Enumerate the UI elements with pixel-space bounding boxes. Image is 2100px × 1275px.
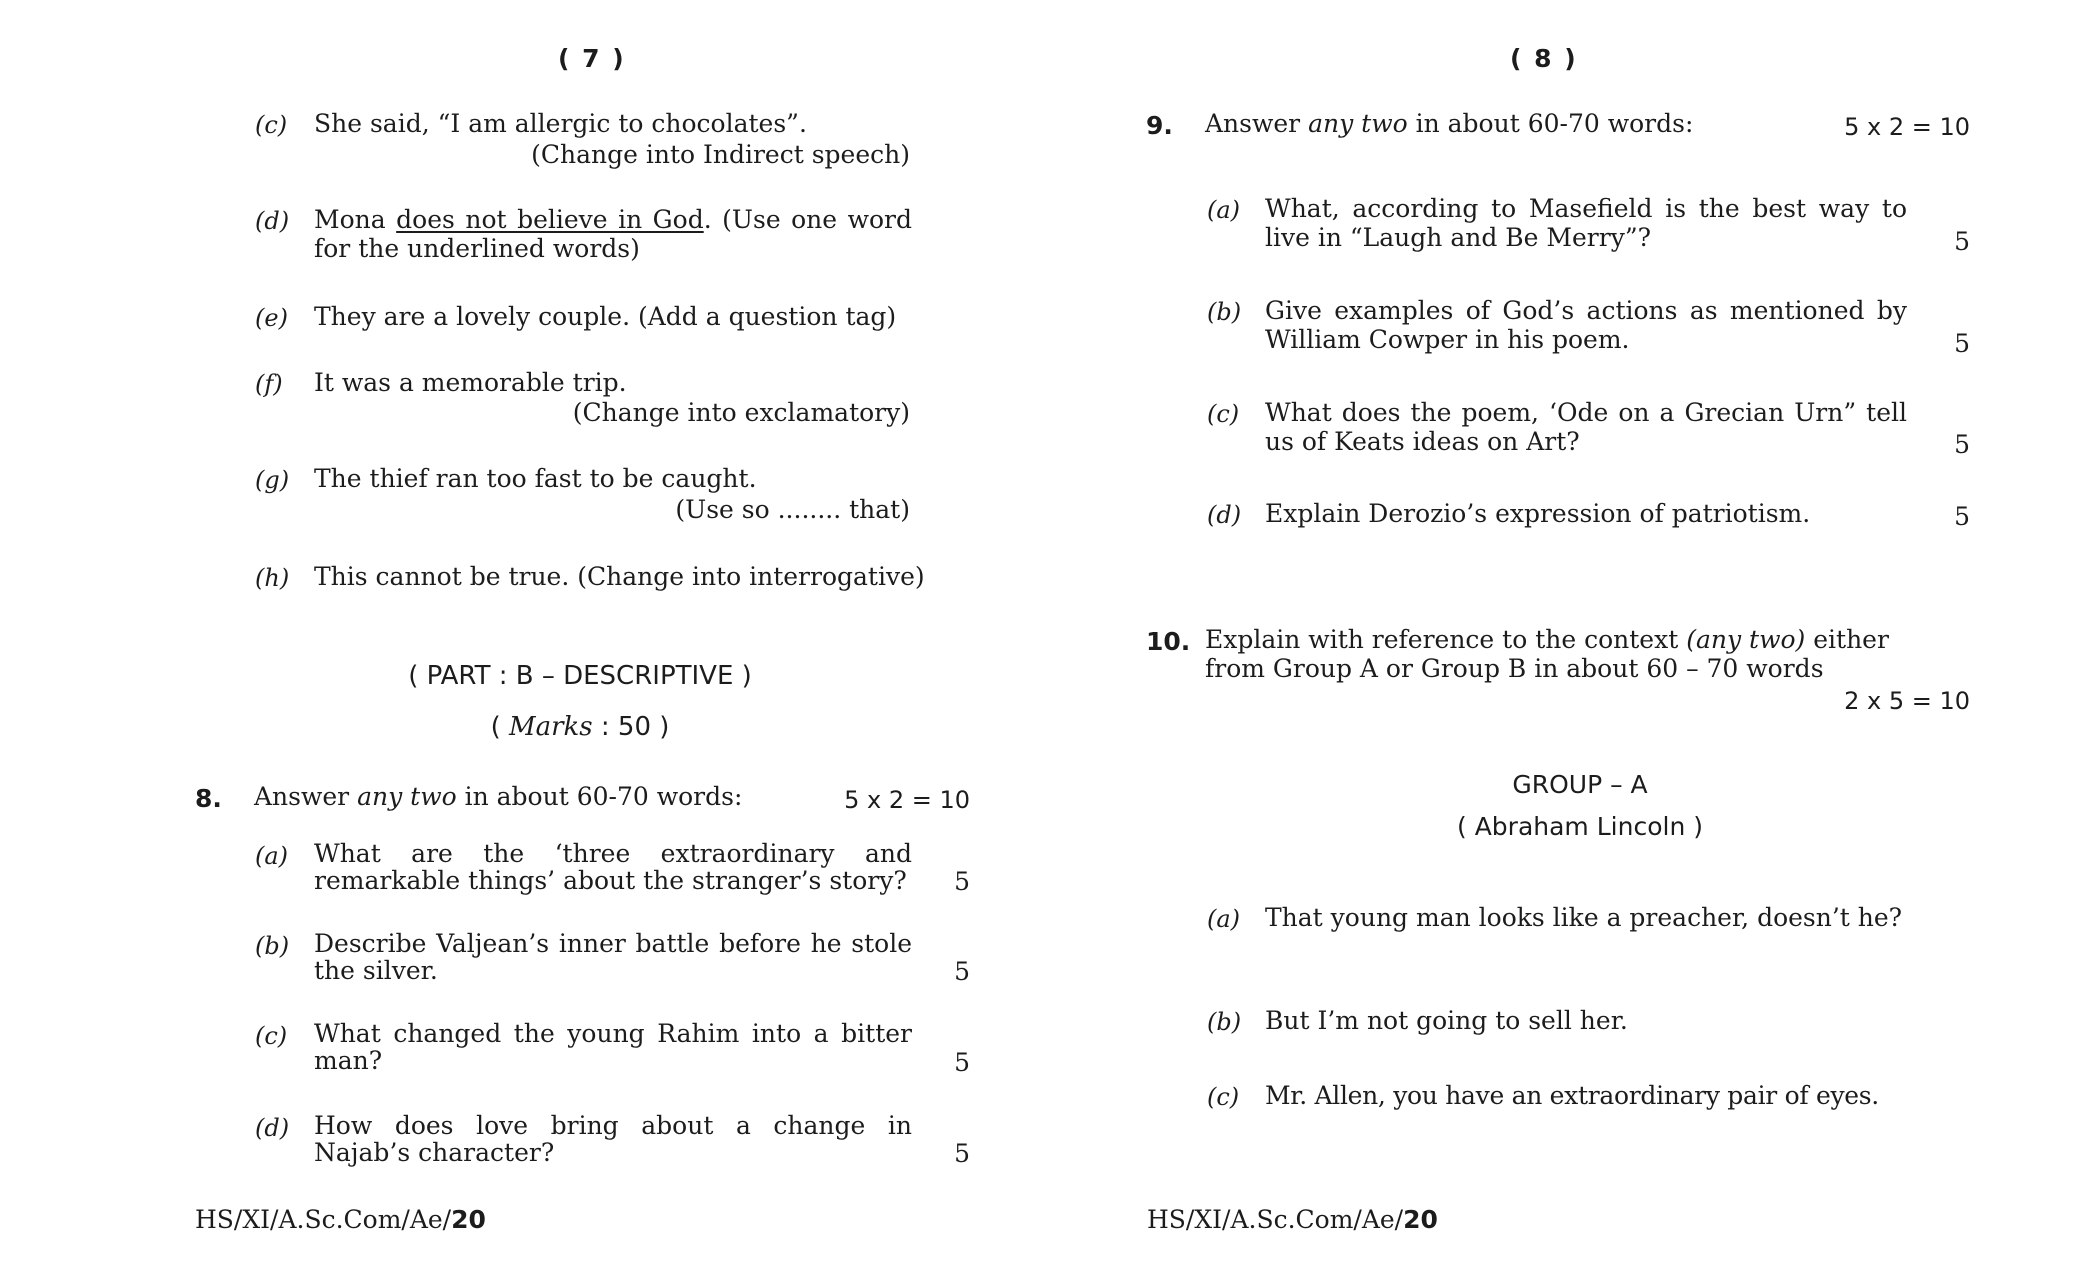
sub-marks: 5	[954, 957, 970, 986]
part-title: ( PART : B – DESCRIPTIVE )	[408, 661, 752, 691]
question-number: 8.	[195, 784, 222, 813]
question-prompt: Answer any two in about 60-70 words:	[254, 782, 743, 811]
item-text: They are a lovely couple. (Add a question tag)	[314, 302, 897, 331]
sub-text: How does love bring about a change in Najab’s character?	[314, 1111, 912, 1167]
sub-marks: 5	[954, 867, 970, 896]
sub-text: What are the ‘three extraordinary and remarkable things’ about the stranger’s story?	[314, 839, 912, 895]
sub-text: That young man looks like a preacher, doesn’t he?	[1265, 903, 1903, 932]
marks-heading: ( Marks : 50 )	[490, 712, 670, 742]
sub-label: (a)	[1207, 905, 1241, 933]
sub-label: (b)	[1207, 1008, 1242, 1036]
footer-code: HS/XI/A.Sc.Com/Ae/20	[195, 1205, 486, 1234]
item-label: (f)	[255, 370, 283, 398]
question-number: 9.	[1146, 111, 1173, 140]
sub-marks: 5	[1954, 227, 1970, 256]
sub-text: Describe Valjean’s inner battle before he stole the silver.	[314, 929, 912, 985]
sub-text: Explain Derozio’s expression of patriotism.	[1265, 499, 1811, 528]
sub-label: (d)	[1207, 501, 1242, 529]
item-text: She said, “I am allergic to chocolates”.	[314, 109, 807, 138]
sub-marks: 5	[1954, 430, 1970, 459]
group-subtitle: ( Abraham Lincoln )	[1457, 812, 1703, 841]
sub-label: (c)	[1207, 400, 1240, 428]
sub-marks: 5	[954, 1048, 970, 1077]
question-prompt: Explain with reference to the context (any two) either from Group A or Group B in about 60 – 70 words	[1205, 625, 1889, 683]
sub-text: Give examples of God’s actions as mentioned by William Cowper in his poem.	[1265, 296, 1907, 354]
sub-label: (c)	[1207, 1083, 1240, 1111]
sub-text: What does the poem, ‘Ode on a Grecian Urn” tell us of Keats ideas on Art?	[1265, 398, 1907, 456]
sub-label: (a)	[1207, 196, 1241, 224]
sub-label: (a)	[255, 842, 289, 870]
item-instruction: (Change into exclamatory)	[572, 398, 910, 427]
page-number: ( 8 )	[1510, 44, 1578, 73]
question-prompt: Answer any two in about 60-70 words:	[1205, 109, 1694, 138]
question-score: 2 x 5 = 10	[1844, 687, 1970, 715]
item-label: (h)	[255, 564, 290, 592]
sub-text: But I’m not going to sell her.	[1265, 1006, 1628, 1035]
sub-text: Mr. Allen, you have an extraordinary pair of eyes.	[1265, 1081, 1879, 1110]
item-instruction: (Change into Indirect speech)	[531, 140, 910, 169]
item-text: Mona does not believe in God. (Use one word for the underlined words)	[314, 205, 912, 263]
sub-marks: 5	[954, 1139, 970, 1168]
underlined-words: does not believe in God	[396, 205, 704, 234]
item-instruction: (Use so ........ that)	[675, 495, 910, 524]
sub-marks: 5	[1954, 502, 1970, 531]
item-label: (g)	[255, 466, 290, 494]
question-score: 5 x 2 = 10	[1844, 113, 1970, 141]
group-title: GROUP – A	[1512, 770, 1648, 799]
item-label: (d)	[255, 207, 290, 235]
question-number: 10.	[1146, 627, 1191, 656]
question-score: 5 x 2 = 10	[844, 786, 970, 814]
sub-label: (b)	[1207, 298, 1242, 326]
sub-text: What, according to Masefield is the best way to live in “Laugh and Be Merry”?	[1265, 194, 1907, 252]
sub-marks: 5	[1954, 329, 1970, 358]
page-number: ( 7 )	[558, 44, 626, 73]
item-text: The thief ran too fast to be caught.	[314, 464, 757, 493]
sub-label: (b)	[255, 932, 290, 960]
item-label: (c)	[255, 111, 288, 139]
sub-label: (c)	[255, 1022, 288, 1050]
item-label: (e)	[255, 304, 288, 332]
sub-text: What changed the young Rahim into a bitter man?	[314, 1019, 912, 1075]
item-text: It was a memorable trip.	[314, 368, 627, 397]
item-text: This cannot be true. (Change into interrogative)	[314, 562, 925, 591]
sub-label: (d)	[255, 1114, 290, 1142]
right-page	[1050, 0, 2100, 1275]
footer-code: HS/XI/A.Sc.Com/Ae/20	[1147, 1205, 1438, 1234]
